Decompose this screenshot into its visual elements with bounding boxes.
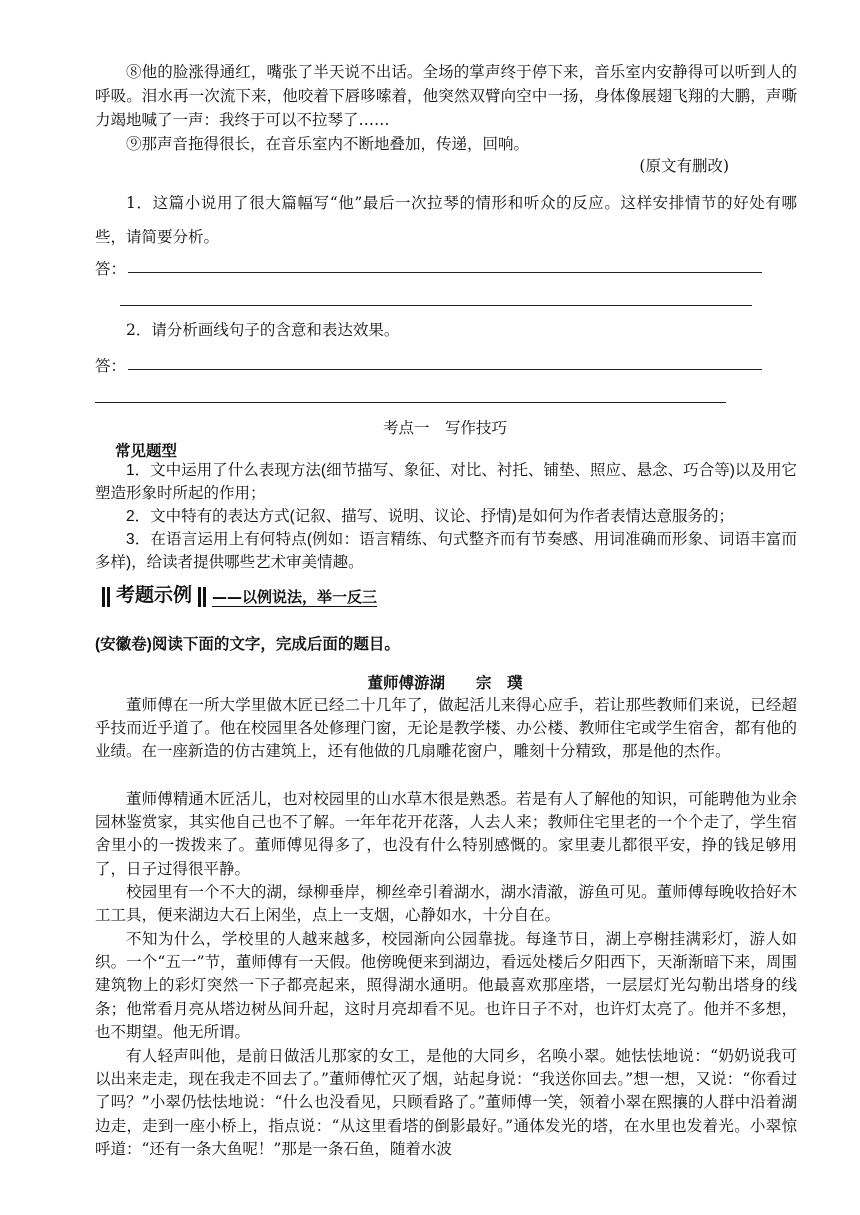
section-item-3: 3．在语言运用上有何特点(例如：语言精练、句式整齐而有节奏感、用词准确而形象、词语丰富而多样)，给读者提供哪些艺术审美情趣。 xyxy=(95,531,797,571)
source-note: (原文有删改) xyxy=(639,157,729,175)
banner-subtitle: ——以例说法，举一反三 xyxy=(212,588,378,606)
banner-bar-icon xyxy=(198,587,201,607)
story-title: 董师傅游湖 宗 璞 xyxy=(367,675,523,692)
banner-bar-icon xyxy=(107,587,110,607)
exam-instruction: (安徽卷)阅读下面的文字，完成后面的题目。 xyxy=(95,636,400,653)
section-subheading: 常见题型 xyxy=(115,443,178,460)
story-paragraph-4: 不知为什么，学校里的人越来越多，校园渐向公园靠拢。每逢节日，湖上亭榭挂满彩灯，游人如织。一个“五一”节，董师傅有一天假。他傍晚便来到湖边，看远处楼后夕阳西下，天渐渐暗下来，周围建筑物上的彩灯突然一下子都亮起来，照得湖水通明。他最喜欢那座塔，一层层灯光勾勒出塔身的线条；他常看月亮从塔边树丛间升起，这时月亮却看不见。也许日子不对，也许灯太亮了。他并不多想，也不期望。他无所谓。 xyxy=(95,930,797,1041)
banner-bar-icon xyxy=(203,587,206,607)
answer-label-2: 答： xyxy=(95,357,127,375)
story-paragraph-5: 有人轻声叫他，是前日做活儿那家的女工，是他的大同乡，名唤小翠。她怯怯地说：“奶奶说我可以出来走走，现在我走不回去了。”董师傅忙灭了烟，站起身说：“我送你回去。”想一想，又说：“你看过了吗？”小翠仍怯怯地说：“什么也没看见，只顾看路了。”董师傅一笑，领着小翠在熙攘的人群中沿着湖边走，走到一座小桥上，指点说：“从这里看塔的倒影最好。”通体发光的塔，在水里也发着光。小翠惊呼道：“还有一条大鱼呢！”那是一条石鱼，随着水波 xyxy=(95,1047,797,1158)
example-banner xyxy=(100,580,377,607)
answer-line xyxy=(120,305,752,306)
answer-label-1: 答： xyxy=(95,260,127,278)
story-paragraph-2: 董师傅精通木匠活儿，也对校园里的山水草木很是熟悉。若是有人了解他的知识，可能聘他为业余园林鉴赏家，其实他自己也不了解。一年年花开花落，人去人来；教师住宅里老的一个个走了，学生宿舍里小的一拨拨来了。董师傅见得多了，也没有什么特别感慨的。家里妻儿都很平安，挣的钱足够用了，日子过得很平静。 xyxy=(95,790,797,878)
section-item-1: 1．文中运用了什么表现方法(细节描写、象征、对比、衬托、铺垫、照应、悬念、巧合等)以及用它塑造形象时所起的作用； xyxy=(95,462,797,502)
section-heading: 考点一 写作技巧 xyxy=(382,419,507,437)
story-paragraph-3: 校园里有一个不大的湖，绿柳垂岸，柳丝牵引着湖水，湖水清澈，游鱼可见。董师傅每晚收拾好木工工具，便来湖边大石上闲坐，点上一支烟，心静如水，十分自在。 xyxy=(95,883,797,925)
passage-paragraph-8: ⑧他的脸涨得通红，嘴张了半天说不出话。全场的掌声终于停下来，音乐室内安静得可以听到人的呼吸。泪水再一次流下来，他咬着下唇哆嗦着，他突然双臂向空中一扬，身体像展翅飞翔的大鹏，声嘶力竭地喊了一声：我终于可以不拉琴了…… xyxy=(95,63,797,129)
answer-line xyxy=(128,369,762,370)
passage-paragraph-9: ⑨那声音拖得很长，在音乐室内不断地叠加，传递，回响。 xyxy=(126,135,530,153)
banner-bar-icon xyxy=(102,587,105,607)
answer-line xyxy=(128,272,762,273)
question-1: 1．这篇小说用了很大篇幅写“他”最后一次拉琴的情形和听众的反应。这样安排情节的好处有哪些，请简要分析。 xyxy=(95,194,797,246)
section-item-2: 2．文中特有的表达方式(记叙、描写、说明、议论、抒情)是如何为作者表情达意服务的； xyxy=(126,508,734,525)
question-2: 2．请分析画线句子的含意和表达效果。 xyxy=(126,321,400,339)
banner-title: 考题示例 xyxy=(116,584,193,606)
story-paragraph-1: 董师傅在一所大学里做木匠已经二十几年了，做起活儿来得心应手，若让那些教师们来说，已经超乎技而近乎道了。他在校园里各处修理门窗，无论是教学楼、办公楼、教师住宅或学生宿舍，都有他的业绩。在一座新造的仿古建筑上，还有他做的几扇雕花窗户，雕刻十分精致，那是他的杰作。 xyxy=(95,696,797,761)
answer-line xyxy=(95,402,726,403)
